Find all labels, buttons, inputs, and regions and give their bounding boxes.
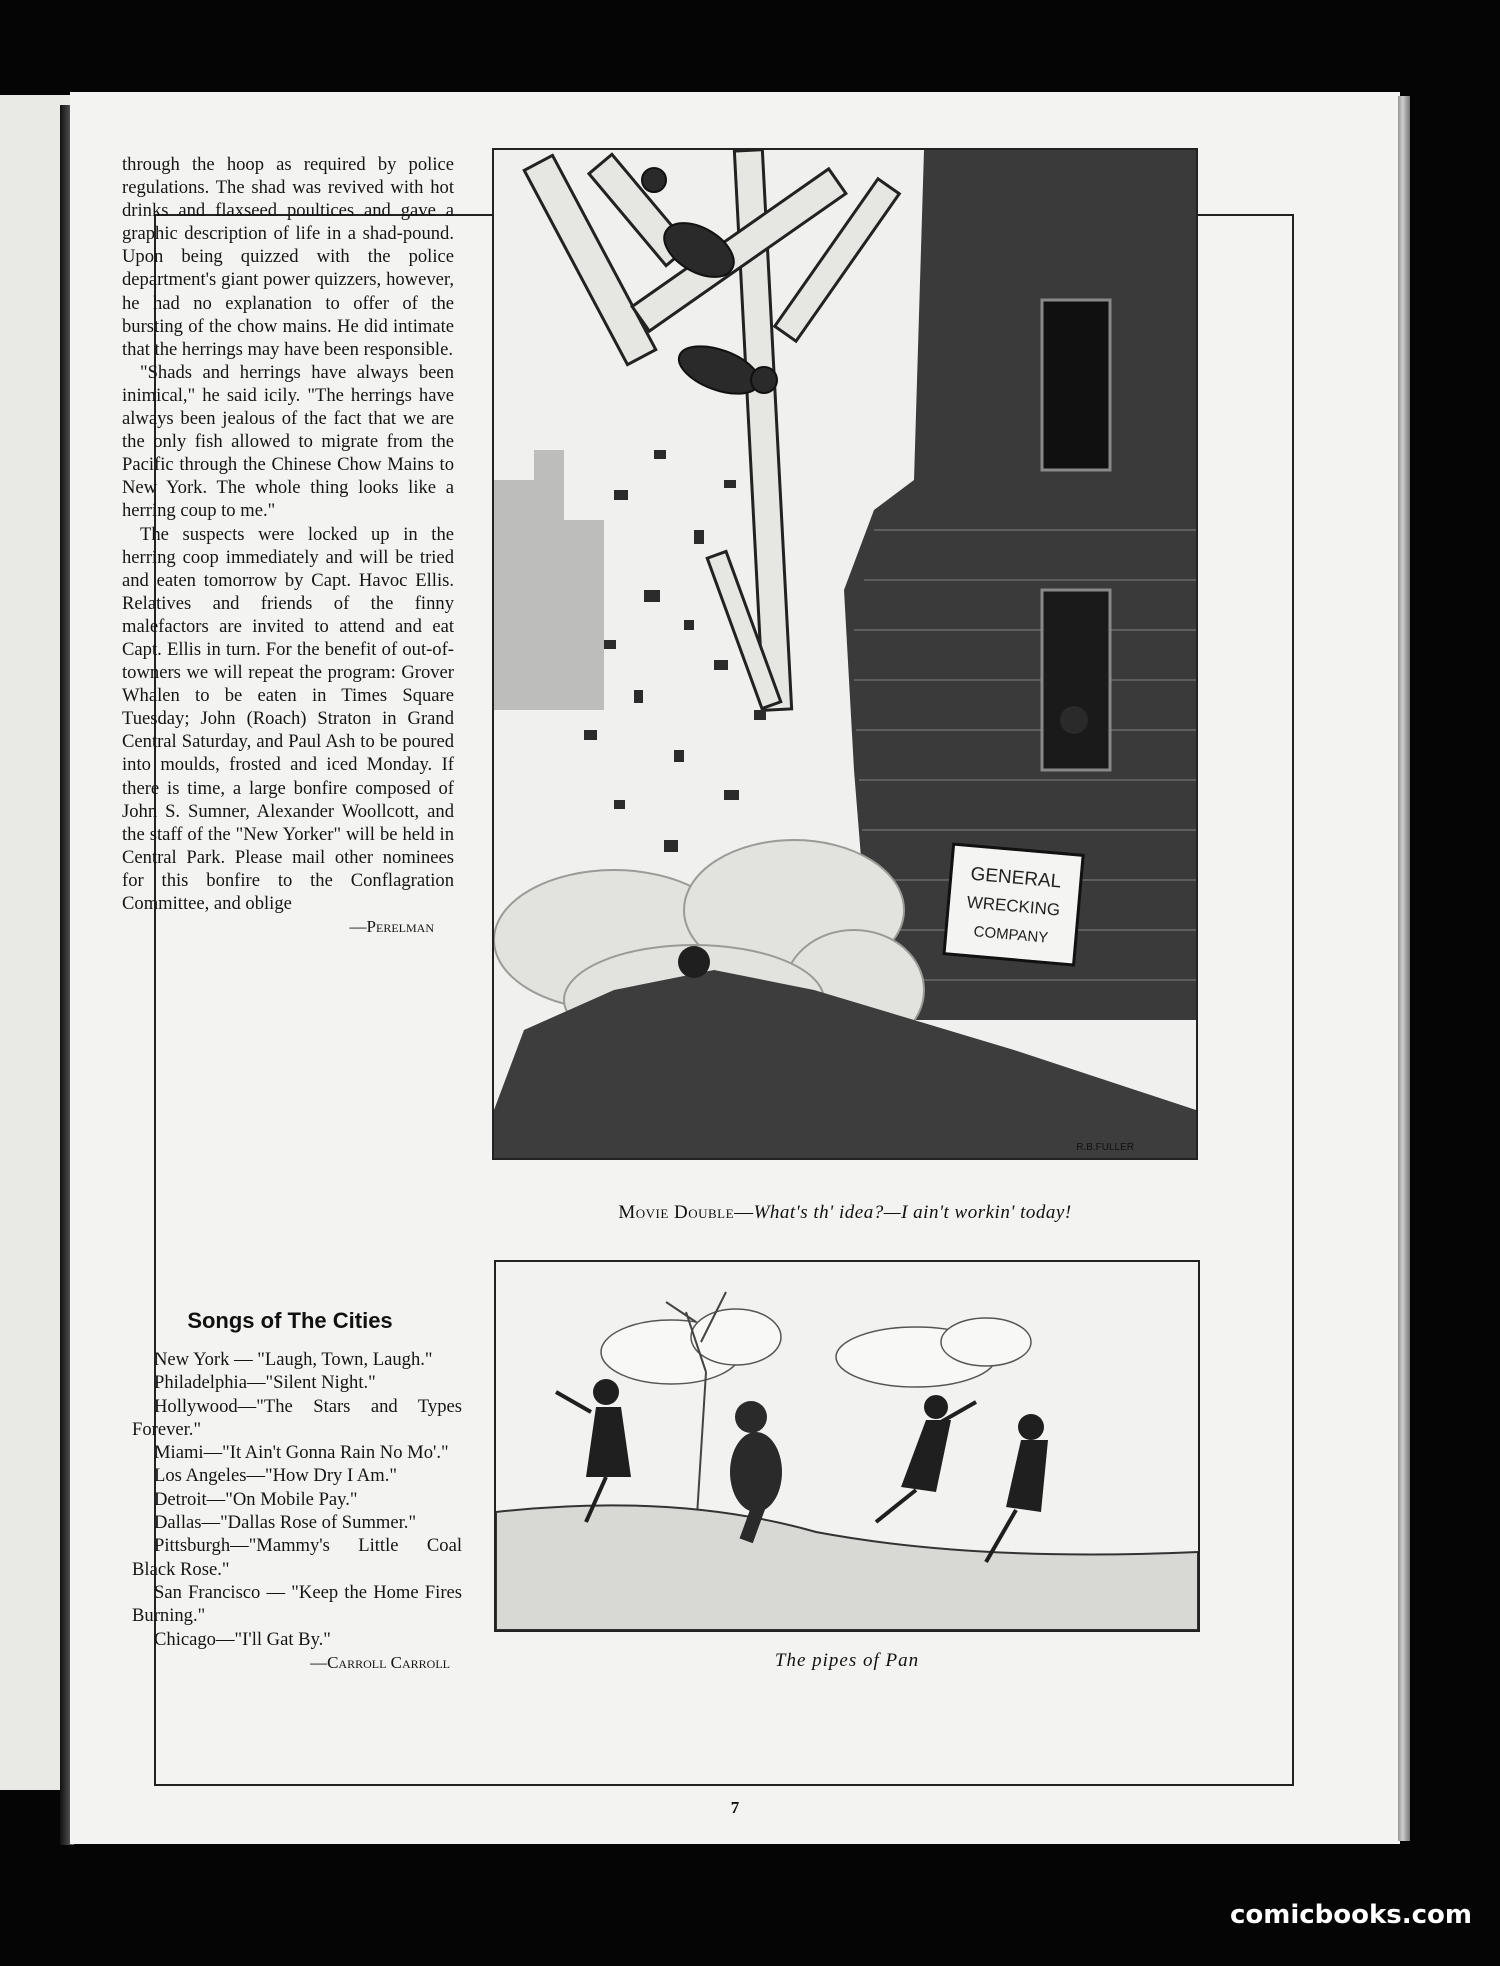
song-item: New York — "Laugh, Town, Laugh." bbox=[154, 1349, 433, 1370]
svg-text:GENERAL: GENERAL bbox=[969, 863, 1063, 893]
song-item: Hollywood—"The Stars and Types Forever." bbox=[132, 1395, 462, 1440]
window-worker bbox=[1060, 706, 1088, 734]
article-paragraph: through the hoop as required by police regulations. The shad was revived with hot drinks and flaxseed poultices and gave a graphic description of life in a shad-pound. Upon being quizzed with the police department's giant power quizzers, however, he had no explanation to offer of the bursting of the chow mains. He did intimate that the herrings may have been responsible. bbox=[122, 154, 454, 360]
song-item: Philadelphia—"Silent Night." bbox=[154, 1372, 376, 1394]
lower-window bbox=[1042, 590, 1110, 770]
song-item: Dallas—"Dallas Rose of Summer." bbox=[154, 1512, 417, 1534]
article-paragraph: "Shads and herrings have always been inimical," he said icily. "The herrings have always been jealous of the fact that we are the only fish allowed to migrate from the Pacific through the Chinese Chow Mains to New York. The whole thing looks like a herring coup to me." bbox=[122, 361, 454, 522]
buried-movie-double bbox=[678, 946, 710, 978]
song-item: Pittsburgh—"Mammy's Little Coal Black Rose." bbox=[132, 1535, 462, 1580]
song-item: Detroit—"On Mobile Pay." bbox=[154, 1488, 358, 1510]
svg-text:COMPANY: COMPANY bbox=[972, 923, 1049, 947]
article-column bbox=[122, 153, 454, 938]
caption-text: What's th' idea?—I ain't workin' today! bbox=[753, 1202, 1072, 1223]
caption-speaker: Movie Double— bbox=[618, 1202, 754, 1223]
songs-title: Songs of The Cities bbox=[187, 1308, 393, 1333]
demolition-illustration bbox=[494, 150, 1196, 1158]
songs-credit: —Carroll Carroll bbox=[310, 1652, 450, 1672]
song-item: San Francisco — "Keep the Home Fires Burning." bbox=[132, 1581, 462, 1627]
song-item: Chicago—"I'll Gat By." bbox=[154, 1628, 331, 1650]
page-stack-edge bbox=[1398, 96, 1410, 1841]
site-watermark: comicbooks.com bbox=[1229, 1900, 1472, 1930]
pipes-of-pan-cartoon bbox=[494, 1260, 1200, 1632]
demolition-cartoon bbox=[492, 148, 1198, 1160]
songs-list bbox=[132, 1348, 462, 1674]
page-number: 7 bbox=[730, 1798, 740, 1817]
artist-signature: R.B.FULLER bbox=[1076, 1142, 1134, 1153]
article-paragraph: The suspects were locked up in the herring coop immediately and will be tried and eaten tomorrow by Capt. Havoc Ellis. Relatives and friends of the finny malefactors are invited to attend and eat Capt. Ellis in turn. For the benefit of out-of-towners we will repeat the program: Grover Whalen to be eaten in Times Square Tuesday; John (Roach) Straton in Grand Central Saturday, and Paul Ash to be poured into moulds, frosted and iced Monday. If there is time, a large bonfire composed of John S. Sumner, Alexander Woollcott, and the staff of the "New Yorker" will be held in Central Park. Please mail other nominees for this bonfire to the Conflagration Committee, and oblige bbox=[122, 523, 454, 914]
svg-text:WRECKING: WRECKING bbox=[966, 892, 1061, 920]
bottom-cartoon-caption: The pipes of Pan bbox=[774, 1650, 920, 1671]
upper-window bbox=[1042, 300, 1110, 470]
song-item: Miami—"It Ain't Gonna Rain No Mo'." bbox=[154, 1442, 449, 1464]
pipes-of-pan-illustration bbox=[496, 1262, 1198, 1630]
wrecking-company-sign bbox=[944, 844, 1083, 965]
song-item: Los Angeles—"How Dry I Am." bbox=[154, 1465, 397, 1487]
article-signature: —Perelman bbox=[349, 917, 434, 937]
top-cartoon-caption bbox=[492, 1202, 1198, 1224]
